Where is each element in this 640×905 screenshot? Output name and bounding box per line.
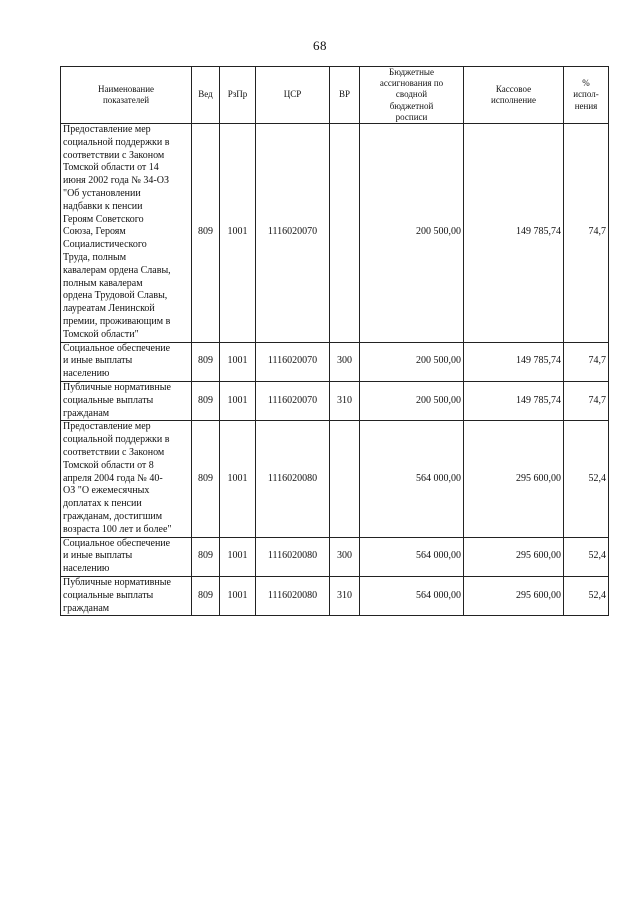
- cell-name: Публичные нормативные социальные выплаты гражданам: [61, 576, 192, 615]
- page-number: 68: [313, 38, 327, 53]
- header-cash: Кассовое исполнение: [464, 67, 564, 124]
- table-row: [61, 576, 609, 615]
- header-budget: Бюджетные ассигнования по сводной бюджетной росписи: [360, 67, 464, 124]
- cell-ved: 809: [192, 342, 220, 381]
- cell-percent: 52,4: [564, 421, 609, 537]
- cell-rzpr: 1001: [220, 342, 256, 381]
- cell-budget: 200 500,00: [360, 342, 464, 381]
- cell-budget: 200 500,00: [360, 124, 464, 343]
- cell-cash: 295 600,00: [464, 537, 564, 576]
- cell-percent: 52,4: [564, 537, 609, 576]
- cell-vr: [330, 421, 360, 537]
- table-row: [61, 124, 609, 343]
- cell-csr: 1116020070: [256, 124, 330, 343]
- cell-budget: 200 500,00: [360, 381, 464, 420]
- header-vr: ВР: [330, 67, 360, 124]
- cell-csr: 1116020080: [256, 576, 330, 615]
- cell-vr: 310: [330, 381, 360, 420]
- cell-vr: 300: [330, 537, 360, 576]
- cell-percent: 52,4: [564, 576, 609, 615]
- cell-name: Социальное обеспечение и иные выплаты населению: [61, 342, 192, 381]
- budget-execution-table: [60, 66, 609, 616]
- cell-cash: 295 600,00: [464, 421, 564, 537]
- cell-csr: 1116020080: [256, 421, 330, 537]
- cell-name: Публичные нормативные социальные выплаты гражданам: [61, 381, 192, 420]
- cell-csr: 1116020070: [256, 381, 330, 420]
- cell-vr: 300: [330, 342, 360, 381]
- header-ved: Вед: [192, 67, 220, 124]
- cell-name: Предоставление мер социальной поддержки в соответствии с Законом Томской области от 8 апреля 2004 года № 40- ОЗ "О ежемесячных доплатах к пенсии гражданам, достигшим возраста 100 лет и более": [61, 421, 192, 537]
- cell-vr: 310: [330, 576, 360, 615]
- cell-vr: [330, 124, 360, 343]
- table-row: [61, 381, 609, 420]
- cell-rzpr: 1001: [220, 381, 256, 420]
- cell-rzpr: 1001: [220, 421, 256, 537]
- cell-rzpr: 1001: [220, 124, 256, 343]
- cell-csr: 1116020070: [256, 342, 330, 381]
- cell-ved: 809: [192, 537, 220, 576]
- cell-budget: 564 000,00: [360, 576, 464, 615]
- table-row: [61, 421, 609, 537]
- header-csr: ЦСР: [256, 67, 330, 124]
- table-row: [61, 342, 609, 381]
- cell-percent: 74,7: [564, 381, 609, 420]
- cell-budget: 564 000,00: [360, 421, 464, 537]
- cell-cash: 149 785,74: [464, 381, 564, 420]
- cell-name: Социальное обеспечение и иные выплаты населению: [61, 537, 192, 576]
- cell-cash: 149 785,74: [464, 342, 564, 381]
- cell-ved: 809: [192, 381, 220, 420]
- cell-ved: 809: [192, 421, 220, 537]
- cell-cash: 295 600,00: [464, 576, 564, 615]
- cell-name: Предоставление мер социальной поддержки в соответствии с Законом Томской области от 14 июня 2002 года № 34-ОЗ "Об установлении надбавки к пенсии Героям Советского Союза, Героям Социалистического Труда, полным кавалерам ордена Славы, полным кавалерам ордена Трудовой Славы, лауреатам Ленинской премии, проживающим в Томской области": [61, 124, 192, 343]
- cell-percent: 74,7: [564, 342, 609, 381]
- cell-budget: 564 000,00: [360, 537, 464, 576]
- cell-rzpr: 1001: [220, 576, 256, 615]
- cell-rzpr: 1001: [220, 537, 256, 576]
- header-rzpr: РзПр: [220, 67, 256, 124]
- header-percent: % испол- нения: [564, 67, 609, 124]
- header-name: Наименование показателей: [61, 67, 192, 124]
- table-row: [61, 537, 609, 576]
- cell-csr: 1116020080: [256, 537, 330, 576]
- cell-percent: 74,7: [564, 124, 609, 343]
- cell-ved: 809: [192, 576, 220, 615]
- table-header-row: [61, 67, 609, 124]
- cell-ved: 809: [192, 124, 220, 343]
- cell-cash: 149 785,74: [464, 124, 564, 343]
